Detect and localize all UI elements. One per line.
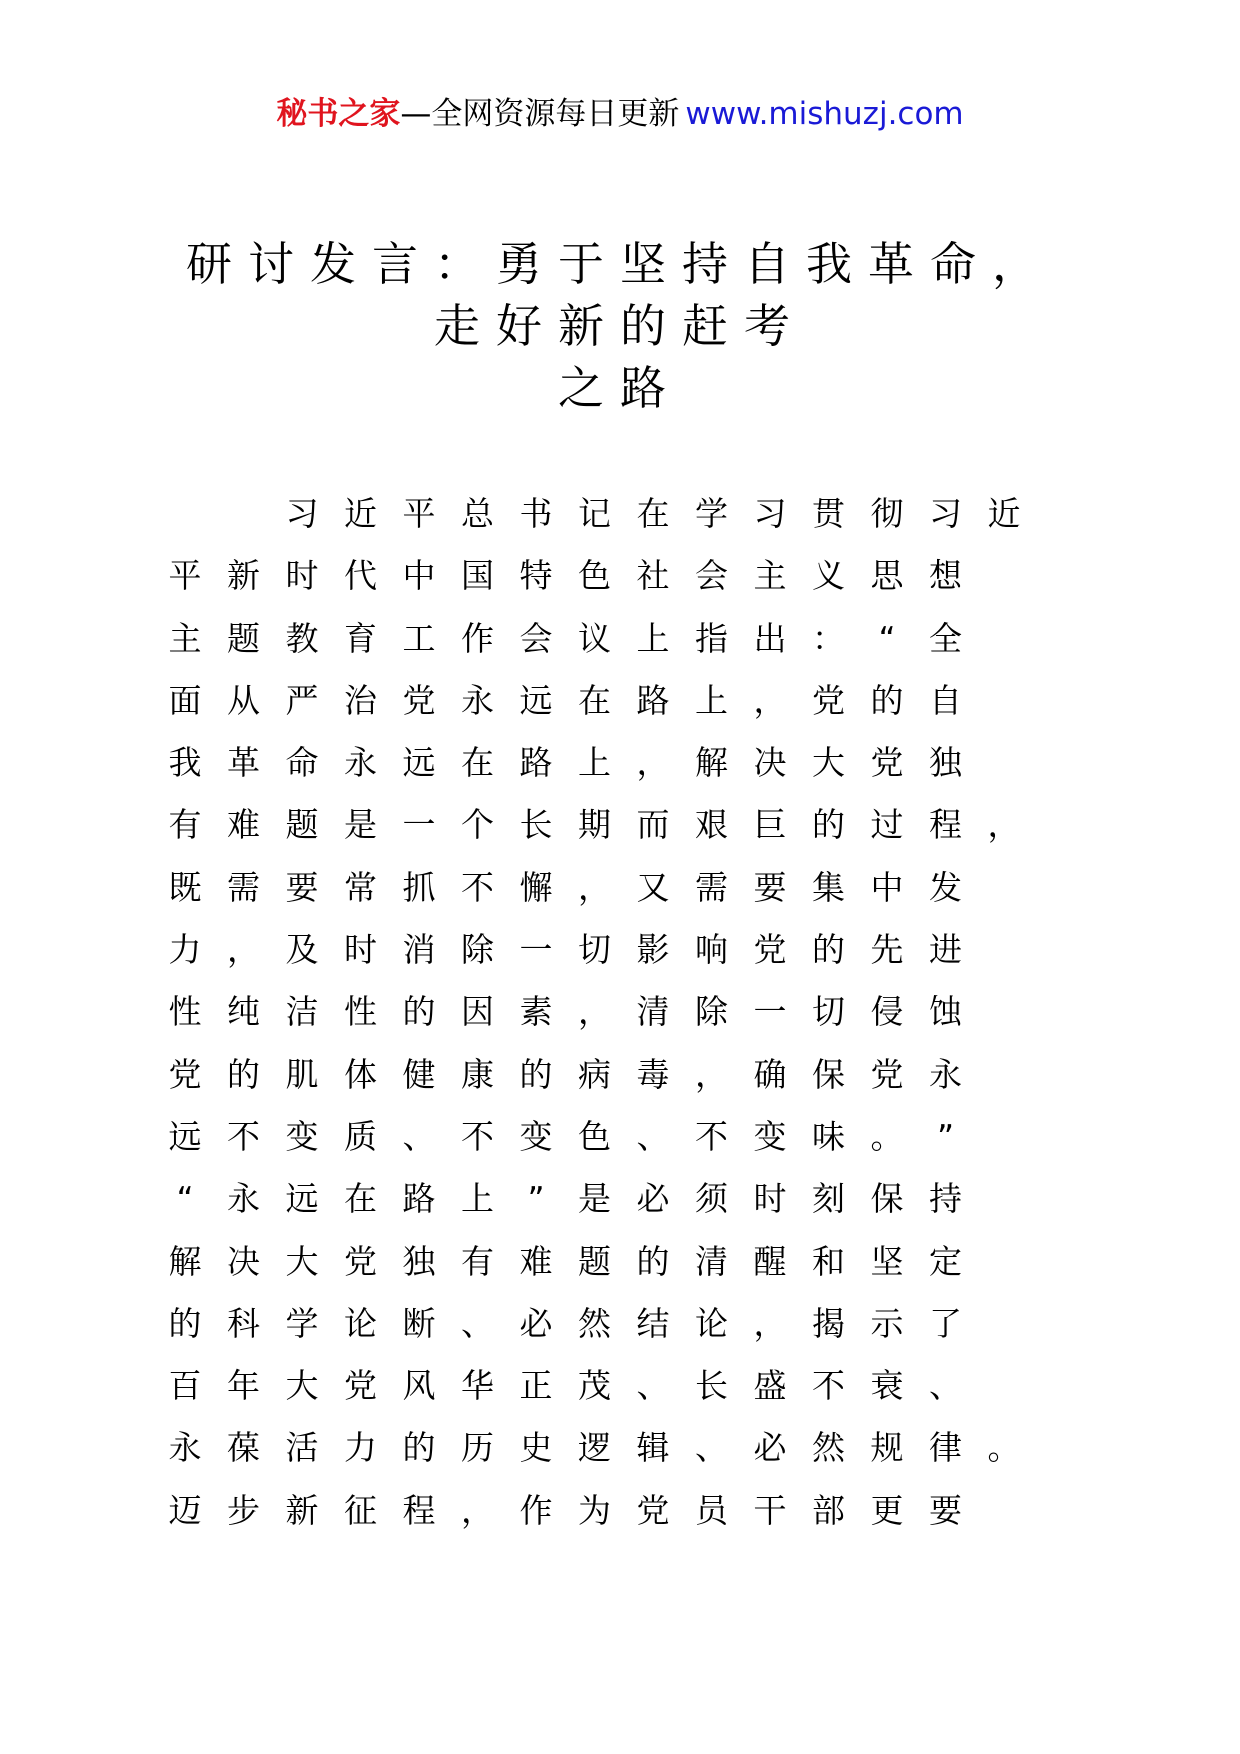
body-line: 力 ， 及 时 消 除 一 切 影 响 党 的 先 进: [168, 930, 962, 970]
body-line: 远 不 变 质 、 不 变 色 、 不 变 味 。 ”: [168, 1116, 955, 1156]
body-line: 百 年 大 党 风 华 正 茂 、 长 盛 不 衰 、: [168, 1366, 962, 1406]
body-line: 解 决 大 党 独 有 难 题 的 清 醒 和 坚 定: [168, 1241, 962, 1281]
site-url-link[interactable]: www.mishuzj.com: [685, 96, 964, 132]
site-header: [0, 92, 1240, 136]
title-line-2: 走好新的赶考: [434, 299, 806, 353]
body-line: 我 革 命 永 远 在 路 上 ， 解 决 大 党 独: [168, 743, 962, 783]
site-brand: 秘书之家: [276, 96, 401, 132]
document-title: [0, 233, 1240, 419]
body-line: 的 科 学 论 断 、 必 然 结 论 ， 揭 示 了: [168, 1303, 962, 1343]
body-line: 永 葆 活 力 的 历 史 逻 辑 、 必 然 规 律 。: [168, 1428, 1021, 1468]
title-line-3: 之路: [558, 361, 682, 415]
body-line: 党 的 肌 体 健 康 的 病 毒 ， 确 保 党 永: [168, 1054, 962, 1094]
body-line: “ 永 远 在 路 上 ” 是 必 须 时 刻 保 持: [176, 1179, 962, 1219]
body-line: 既 需 要 常 抓 不 懈 ， 又 需 要 集 中 发: [168, 867, 962, 907]
title-line-1: 研讨发言：勇于坚持自我革命，: [186, 237, 1054, 291]
body-line: 迈 步 新 征 程 ， 作 为 党 员 干 部 更 要: [168, 1490, 962, 1530]
site-slogan: —全网资源每日更新: [400, 96, 680, 132]
body-line: 性 纯 洁 性 的 因 素 ， 清 除 一 切 侵 蚀: [168, 992, 962, 1032]
body-line: 面 从 严 治 党 永 远 在 路 上 ， 党 的 自: [168, 680, 962, 720]
document-body: [168, 483, 1068, 1542]
body-line: 习 近 平 总 书 记 在 学 习 贯 彻 习 近: [285, 494, 1021, 533]
body-line: 有 难 题 是 一 个 长 期 而 艰 巨 的 过 程 ，: [168, 805, 1021, 845]
body-line: 平 新 时 代 中 国 特 色 社 会 主 义 思 想: [168, 556, 962, 596]
body-line: 主 题 教 育 工 作 会 议 上 指 出 ： “ 全: [168, 618, 962, 658]
